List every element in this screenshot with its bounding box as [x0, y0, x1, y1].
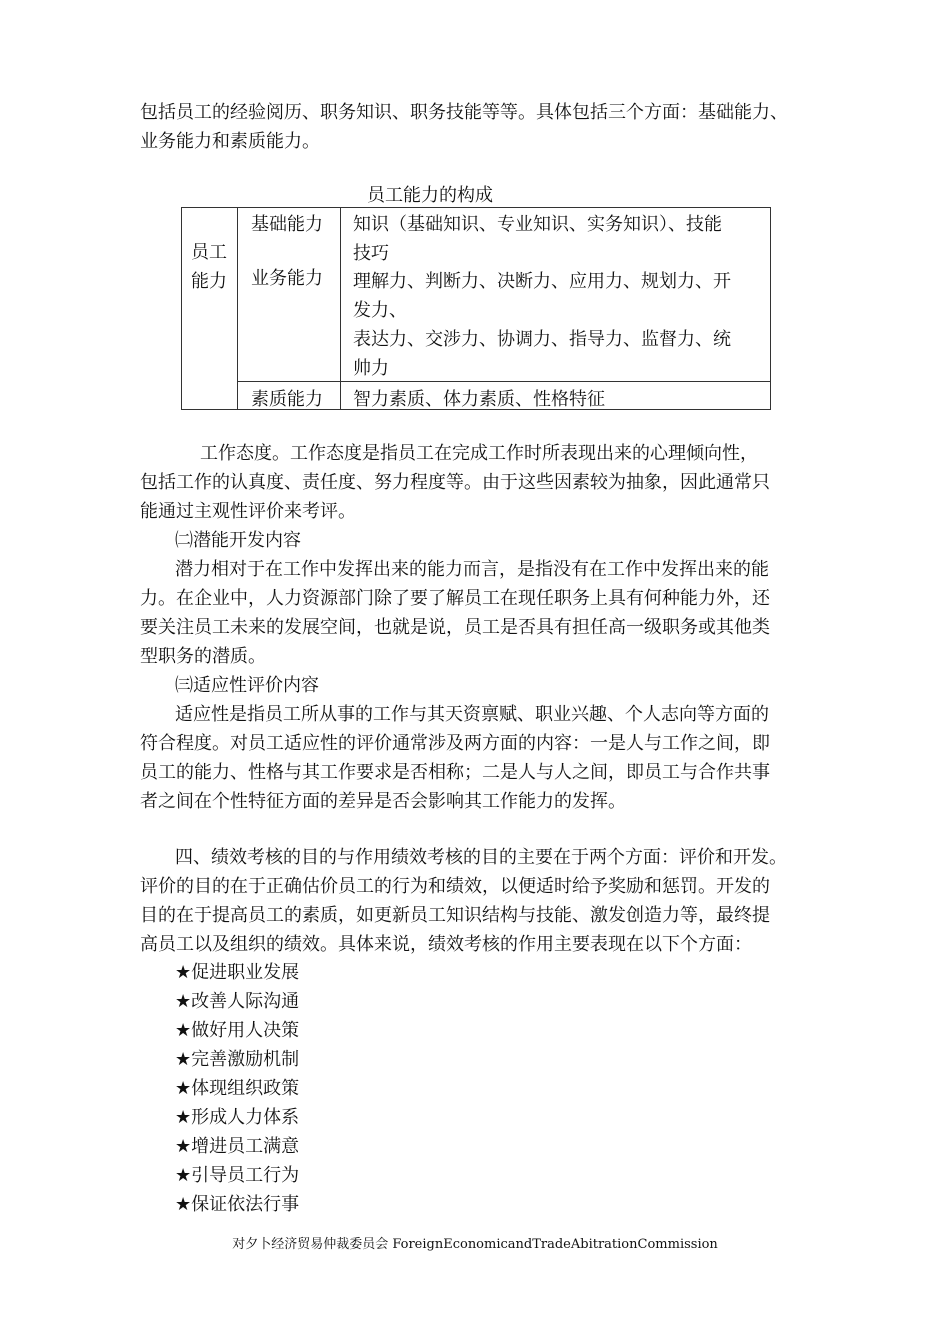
- table-divider: [237, 208, 238, 409]
- page-footer: 对夕卜经济贸易仲裁委员会 ForeignEconomicandTradeAbitrationCommission: [232, 1237, 718, 1252]
- section-heading: ㈡潜能开发内容: [175, 530, 301, 551]
- list-item: ★促进职业发展: [175, 958, 299, 987]
- ability-table: [181, 207, 771, 410]
- ability-name-cell: 业务能力: [251, 268, 323, 289]
- ability-desc-cell: 智力素质、体力素质、性格特征: [353, 389, 605, 410]
- star-icon: ★: [175, 1136, 192, 1157]
- adaptability-paragraph: 符合程度。对员工适应性的评价通常涉及两方面的内容：一是人与工作之间，即 员工的能力、性格与其工作要求是否相称；二是人与人之间，即员工与合作共事 者之间在个性特征方面的差异是否会影响其工作能力的发挥。: [140, 733, 770, 812]
- star-icon: ★: [175, 962, 192, 983]
- ability-name-cell: 素质能力: [251, 389, 323, 410]
- potential-paragraph: 力。在企业中，人力资源部门除了要了解员工在现任职务上具有何种能力外，还 要关注员工未来的发展空间，也就是说，员工是否具有担任高一级职务或其他类 型职务的潜质。: [140, 588, 770, 667]
- list-item: ★体现组织政策: [175, 1074, 299, 1103]
- star-icon: ★: [175, 1194, 192, 1215]
- star-icon: ★: [175, 1165, 192, 1186]
- bullet-list: [175, 958, 299, 1219]
- star-icon: ★: [175, 1107, 192, 1128]
- section4-paragraph: 评价的目的在于正确估价员工的行为和绩效，以便适时给予奖励和惩罚。开发的 目的在于提高员工的素质，如更新员工知识结构与技能、激发创造力等，最终提 高员工以及组织的绩效。具体来说，绩效考核的作用主要表现在以下个方面：: [140, 876, 770, 955]
- paragraph-line: 潜力相对于在工作中发挥出来的能力而言，是指没有在工作中发挥出来的能: [175, 559, 769, 580]
- intro-line: 包括员工的经验阅历、职务知识、职务技能等等。具体包括三个方面：基础能力、: [140, 102, 788, 123]
- table-caption: 员工能力的构成: [367, 185, 493, 206]
- ability-name-cell: 基础能力: [251, 214, 323, 235]
- row-header: 能力: [191, 271, 227, 292]
- star-icon: ★: [175, 1078, 192, 1099]
- list-item: ★引导员工行为: [175, 1161, 299, 1190]
- paragraph-line: 四、绩效考核的目的与作用绩效考核的目的主要在于两个方面：评价和开发。: [175, 847, 787, 868]
- section-heading: ㈢适应性评价内容: [175, 675, 319, 696]
- row-header: 员工: [191, 242, 227, 263]
- table-divider: [340, 208, 341, 409]
- intro-line: 业务能力和素质能力。: [140, 131, 320, 152]
- star-icon: ★: [175, 1049, 192, 1070]
- list-item: ★形成人力体系: [175, 1103, 299, 1132]
- list-item: ★完善激励机制: [175, 1045, 299, 1074]
- attitude-paragraph: 包括工作的认真度、责任度、努力程度等。由于这些因素较为抽象，因此通常只 能通过主观性评价来考评。: [140, 472, 770, 522]
- list-item: ★做好用人决策: [175, 1016, 299, 1045]
- ability-desc-cell: 理解力、判断力、决断力、应用力、规划力、开 发力、 表达力、交涉力、协调力、指导力、监督力、统 帅力: [353, 271, 731, 379]
- list-item: ★保证依法行事: [175, 1190, 299, 1219]
- list-item: ★增进员工满意: [175, 1132, 299, 1161]
- paragraph-line: 工作态度。工作态度是指员工在完成工作时所表现出来的心理倾向性，: [200, 443, 758, 464]
- ability-desc-cell: 知识（基础知识、专业知识、实务知识）、技能 技巧: [353, 214, 722, 264]
- star-icon: ★: [175, 991, 192, 1012]
- intro-paragraph: [140, 98, 820, 156]
- list-item: ★改善人际沟通: [175, 987, 299, 1016]
- paragraph-line: 适应性是指员工所从事的工作与其天资禀赋、职业兴趣、个人志向等方面的: [175, 704, 769, 725]
- star-icon: ★: [175, 1020, 192, 1041]
